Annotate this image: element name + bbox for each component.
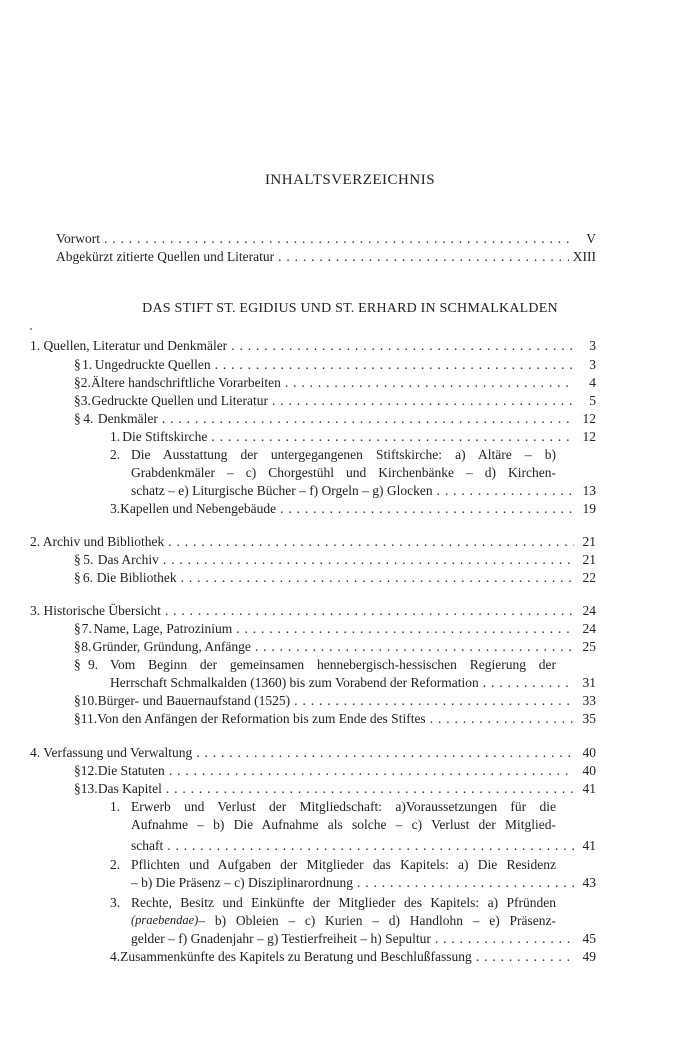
toc-section-line: Vom Beginn der gemeinsamen hennebergisch-hessischen Regierung der bbox=[110, 657, 556, 672]
page-title: INHALTSVERZEICHNIS bbox=[264, 172, 436, 188]
toc-entry-label: Name, Lage, Patrozinium bbox=[93, 621, 233, 636]
section-number: 10. bbox=[80, 693, 98, 708]
toc-page-number: 5 bbox=[589, 393, 596, 408]
toc-page-number: 24 bbox=[582, 621, 596, 636]
toc-entry-label: Abgekürzt zitierte Quellen und Literatur bbox=[56, 249, 275, 264]
toc-subentry-line: Rechte, Besitz und Einkünfte der Mitglieder des Kapitels: a) Pfründen bbox=[131, 895, 556, 910]
toc-entry-label: Vorwort bbox=[56, 231, 101, 246]
toc-subentry-line bbox=[131, 913, 556, 931]
toc-subentry-line: Grabdenkmäler – c) Chorgestühl und Kirchenbänke – d) Kirchen- bbox=[131, 465, 556, 480]
toc-subentry-line: Pflichten und Aufgaben der Mitglieder das Kapitels: a) Die Residenz bbox=[131, 857, 556, 872]
toc-page-number: 41 bbox=[582, 781, 596, 796]
toc-entry-label: Die Statuten bbox=[97, 763, 165, 778]
section-sign: § bbox=[74, 621, 81, 636]
toc-entry-label: Bürger- und Bauernaufstand (1525) bbox=[97, 693, 291, 708]
toc-subentry-line: Die Ausstattung der untergegangenen Stiftskirche: a) Altäre – b) bbox=[131, 447, 556, 462]
toc-page-number: 21 bbox=[582, 552, 596, 567]
toc-page-number: 24 bbox=[582, 603, 596, 618]
toc-entry-label: Von den Anfängen der Reformation bis zum Ende des Stiftes bbox=[97, 711, 426, 726]
toc-subentry-text: – b) Obleien – c) Kurien – d) Handlohn – e) Präsenz- bbox=[198, 913, 556, 928]
section-number: 8. bbox=[81, 639, 92, 654]
toc-subentry-pflichten[interactable] bbox=[131, 875, 596, 893]
leader-dots bbox=[426, 711, 574, 727]
section-number: 3. bbox=[80, 393, 91, 408]
toc-page-number: 13 bbox=[582, 483, 596, 498]
section-number: 6. bbox=[82, 570, 93, 585]
leader-dots bbox=[227, 338, 574, 354]
toc-entry-label: Herrschaft Schmalkalden (1360) bis zum Vorabend der Reformation bbox=[110, 675, 479, 690]
toc-entry-label: Die Bibliothek bbox=[96, 570, 177, 585]
toc-entry-abbreviations[interactable] bbox=[56, 249, 596, 267]
leader-dots bbox=[211, 357, 574, 373]
section-sign: § bbox=[74, 375, 81, 390]
toc-page-number: 45 bbox=[582, 931, 596, 946]
toc-page-number: 43 bbox=[582, 875, 596, 890]
toc-section-6[interactable] bbox=[74, 570, 596, 588]
section-sign: § bbox=[74, 781, 81, 796]
toc-page-number: 12 bbox=[582, 429, 596, 444]
leader-dots bbox=[431, 931, 574, 947]
section-sign: § bbox=[74, 411, 81, 426]
section-sign: § bbox=[74, 570, 81, 585]
toc-page-number: 19 bbox=[582, 501, 596, 516]
section-sign: § bbox=[74, 357, 81, 372]
subentry-number: 2. bbox=[110, 857, 121, 872]
toc-page-number: 21 bbox=[582, 534, 596, 549]
leader-dots bbox=[268, 393, 574, 409]
toc-chapter-2[interactable] bbox=[30, 534, 596, 552]
leader-dots bbox=[274, 249, 569, 265]
toc-entry-label: 2. Archiv und Bibliothek bbox=[30, 534, 165, 549]
section-sign: § bbox=[74, 552, 81, 567]
toc-entry-label: Gründer, Gründung, Anfänge bbox=[92, 639, 251, 654]
toc-page-number: 12 bbox=[582, 411, 597, 426]
toc-section-4[interactable] bbox=[74, 411, 596, 429]
toc-page-number: 35 bbox=[582, 711, 596, 726]
toc-entry-label: Die Stiftskirche bbox=[122, 429, 208, 444]
toc-section-12[interactable] bbox=[74, 763, 596, 781]
toc-section-2[interactable] bbox=[74, 375, 596, 393]
subentry-number: 4. bbox=[110, 949, 121, 964]
leader-dots bbox=[251, 639, 574, 655]
toc-page-number: 41 bbox=[582, 838, 596, 853]
section-number: 7. bbox=[81, 621, 92, 636]
italic-term: (praebendae) bbox=[131, 913, 199, 927]
subentry-number: 1. bbox=[110, 799, 121, 814]
toc-chapter-4[interactable] bbox=[30, 745, 596, 763]
section-number: 5. bbox=[83, 552, 94, 567]
leader-dots bbox=[165, 763, 574, 779]
toc-page-number: 40 bbox=[582, 745, 596, 760]
leader-dots bbox=[472, 949, 574, 965]
toc-section-11[interactable] bbox=[74, 711, 596, 729]
toc-entry-label: Das Kapitel bbox=[97, 781, 162, 796]
toc-section-13[interactable] bbox=[74, 781, 596, 799]
toc-entry-label: 4. Verfassung und Verwaltung bbox=[30, 745, 193, 760]
toc-entry-label: 3. Historische Übersicht bbox=[30, 603, 161, 618]
toc-subentry-zusammenkuenfte[interactable] bbox=[110, 949, 596, 967]
toc-section-9[interactable] bbox=[110, 675, 596, 693]
toc-page-number: 3 bbox=[589, 338, 596, 353]
toc-subentry-ausstattung[interactable] bbox=[131, 483, 596, 501]
toc-section-8[interactable] bbox=[74, 639, 596, 657]
leader-dots bbox=[276, 501, 574, 517]
leader-dots bbox=[192, 745, 574, 761]
leader-dots bbox=[158, 411, 574, 427]
leader-dots bbox=[177, 570, 574, 586]
leader-dots bbox=[479, 675, 574, 691]
toc-page-number: V bbox=[586, 231, 596, 246]
toc-subentry-mitgliedschaft[interactable] bbox=[131, 838, 596, 856]
toc-subentry-rechte[interactable] bbox=[131, 931, 596, 949]
toc-entry-label: Ungedruckte Quellen bbox=[94, 357, 211, 372]
section-sign: § bbox=[74, 763, 81, 778]
section-number: 2. bbox=[80, 375, 91, 390]
toc-subentry-stiftskirche[interactable] bbox=[110, 429, 596, 447]
toc-entry-label: – b) Die Präsenz – c) Disziplinarordnung bbox=[131, 875, 353, 890]
section-number: 12. bbox=[80, 763, 98, 778]
leader-dots bbox=[433, 483, 574, 499]
toc-entry-label: schatz – e) Liturgische Bücher – f) Orgeln – g) Glocken bbox=[131, 483, 433, 498]
toc-page-number: 49 bbox=[582, 949, 596, 964]
section-number: 1. bbox=[82, 357, 93, 372]
toc-entry-label: Das Archiv bbox=[97, 552, 159, 567]
toc-page-number: XIII bbox=[572, 249, 596, 264]
toc-section-7[interactable] bbox=[74, 621, 596, 639]
section-sign: § bbox=[74, 711, 81, 726]
section-number: 13. bbox=[80, 781, 98, 796]
toc-page-number: 3 bbox=[589, 357, 596, 372]
leader-dots bbox=[100, 231, 574, 247]
section-heading: DAS STIFT ST. EGIDIUS UND ST. ERHARD IN SCHMALKALDEN bbox=[142, 301, 558, 316]
margin-mark bbox=[30, 328, 32, 330]
toc-section-1[interactable] bbox=[74, 357, 596, 375]
section-number: 11. bbox=[80, 711, 98, 726]
leader-dots bbox=[161, 603, 574, 619]
section-sign: § bbox=[74, 639, 81, 654]
toc-subentry-line: Aufnahme – b) Die Aufnahme als solche – c) Verlust der Mitglied- bbox=[131, 817, 556, 832]
section-sign: § bbox=[74, 693, 81, 708]
toc-entry-label: Gedruckte Quellen und Literatur bbox=[91, 393, 269, 408]
leader-dots bbox=[164, 534, 574, 550]
toc-section-3[interactable] bbox=[74, 393, 596, 411]
toc-entry-label: 1. Quellen, Literatur und Denkmäler bbox=[30, 338, 228, 353]
toc-subentry-kapellen[interactable] bbox=[110, 501, 596, 519]
leader-dots bbox=[162, 781, 574, 797]
subentry-number: 1. bbox=[110, 429, 121, 444]
toc-entry-label: Zusammenkünfte des Kapitels zu Beratung und Beschlußfassung bbox=[120, 949, 472, 964]
toc-page-number: 40 bbox=[582, 763, 596, 778]
leader-dots bbox=[281, 375, 574, 391]
toc-page-number: 31 bbox=[582, 675, 596, 690]
toc-page-number: 4 bbox=[589, 375, 596, 390]
section-sign: § bbox=[74, 393, 81, 408]
toc-entry-label: gelder – f) Gnadenjahr – g) Testierfreiheit – h) Sepultur bbox=[131, 931, 431, 946]
toc-chapter-1[interactable] bbox=[30, 338, 596, 356]
toc-page-number: 22 bbox=[582, 570, 596, 585]
toc-entry-label: Ältere handschriftliche Vorarbeiten bbox=[90, 375, 281, 390]
leader-dots bbox=[159, 552, 574, 568]
toc-entry-label: schaft bbox=[131, 838, 164, 853]
section-sign: § bbox=[74, 657, 81, 672]
section-number: 4. bbox=[83, 411, 94, 426]
toc-page-number: 25 bbox=[582, 639, 596, 654]
subentry-number: 2. bbox=[110, 447, 121, 462]
toc-section-10[interactable] bbox=[74, 693, 596, 711]
leader-dots bbox=[353, 875, 574, 891]
toc-entry-vorwort[interactable] bbox=[56, 231, 596, 249]
toc-section-5[interactable] bbox=[74, 552, 596, 570]
toc-page-number: 33 bbox=[582, 693, 596, 708]
subentry-number: 3. bbox=[110, 895, 121, 910]
leader-dots bbox=[290, 693, 574, 709]
toc-entry-label: Kapellen und Nebengebäude bbox=[120, 501, 277, 516]
section-number: 9. bbox=[88, 657, 99, 672]
leader-dots bbox=[232, 621, 574, 637]
toc-subentry-line: Erwerb und Verlust der Mitgliedschaft: a)Voraussetzungen für die bbox=[131, 799, 556, 814]
subentry-number: 3. bbox=[110, 501, 121, 516]
toc-chapter-3[interactable] bbox=[30, 603, 596, 621]
toc-entry-label: Denkmäler bbox=[97, 411, 158, 426]
leader-dots bbox=[163, 838, 574, 854]
leader-dots bbox=[207, 429, 574, 445]
